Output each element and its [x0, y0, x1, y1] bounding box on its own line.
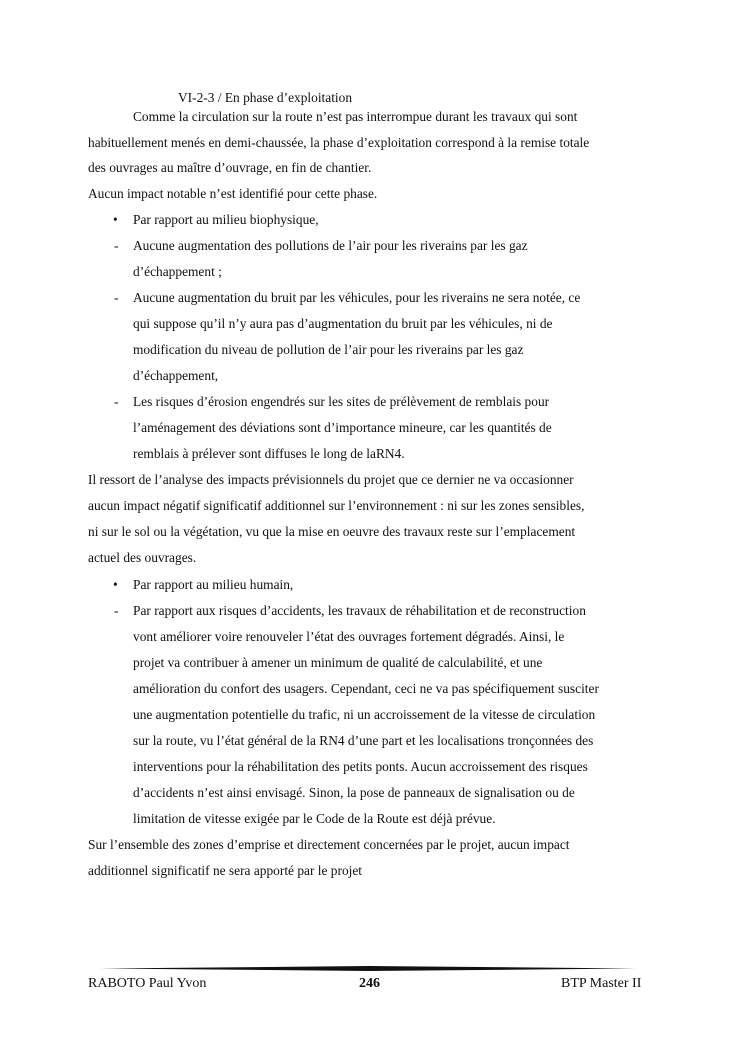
- list-item-line: d’échappement ;: [133, 264, 222, 279]
- bullet-heading-biophysique: Par rapport au milieu biophysique,: [133, 212, 319, 227]
- paragraph-line: actuel des ouvrages.: [88, 550, 197, 565]
- list-item-line: une augmentation potentielle du trafic, ni un accroissement de la vitesse de circulation: [133, 707, 596, 722]
- section-heading: VI-2-3 / En phase d’exploitation: [178, 90, 353, 105]
- list-item-line: amélioration du confort des usagers. Cependant, ceci ne va pas spécifiquement susciter: [133, 681, 599, 696]
- list-item-line: projet va contribuer à amener un minimum de qualité de calculabilité, et une: [133, 655, 543, 670]
- dash-icon: -: [114, 394, 119, 409]
- list-item-line: Les risques d’érosion engendrés sur les sites de prélèvement de remblais pour: [133, 394, 550, 409]
- list-item-line: l’aménagement des déviations sont d’importance mineure, car les quantités de: [133, 420, 552, 435]
- paragraph-line: aucun impact négatif significatif additionnel sur l’environnement : ni sur les zones sensibles,: [88, 498, 585, 513]
- paragraph-line: Comme la circulation sur la route n’est pas interrompue durant les travaux qui sont: [133, 109, 578, 124]
- paragraph-line: des ouvrages au maître d’ouvrage, en fin de chantier.: [88, 160, 372, 175]
- list-item-line: Aucune augmentation des pollutions de l’air pour les riverains par les gaz: [133, 238, 528, 253]
- dash-icon: -: [114, 238, 119, 253]
- list-item-line: modification du niveau de pollution de l’air pour les riverains par les gaz: [133, 342, 524, 357]
- list-item-line: qui suppose qu’il n’y aura pas d’augmentation du bruit par les véhicules, ni de: [133, 316, 553, 331]
- paragraph-line: ni sur le sol ou la végétation, vu que la mise en oeuvre des travaux reste sur l’emplacement: [88, 524, 576, 539]
- dash-icon: -: [114, 603, 119, 618]
- footer-program: BTP Master II: [561, 976, 642, 991]
- list-item-line: sur la route, vu l’état général de la RN4 d’une part et les localisations tronçonnées des: [133, 733, 594, 748]
- dash-icon: -: [114, 290, 119, 305]
- list-item-line: Par rapport aux risques d’accidents, les travaux de réhabilitation et de reconstruction: [133, 603, 586, 618]
- paragraph-line: Sur l’ensemble des zones d’emprise et directement concernées par le projet, aucun impact: [88, 837, 570, 852]
- bullet-icon: •: [113, 577, 118, 592]
- list-item-line: d’échappement,: [133, 368, 219, 383]
- list-item-line: limitation de vitesse exigée par le Code de la Route est déjà prévue.: [133, 811, 496, 826]
- footer-divider: [100, 966, 640, 971]
- footer-author: RABOTO Paul Yvon: [88, 976, 207, 991]
- list-item-line: d’accidents n’est ainsi envisagé. Sinon, la pose de panneaux de signalisation ou de: [133, 785, 575, 800]
- statement-text: Aucun impact notable n’est identifié pour cette phase.: [88, 186, 378, 201]
- bullet-icon: •: [113, 212, 118, 227]
- paragraph-line: habituellement menés en demi-chaussée, la phase d’exploitation correspond à la remise totale: [88, 135, 590, 150]
- footer-page-number: 246: [359, 976, 380, 991]
- paragraph-line: additionnel significatif ne sera apporté par le projet: [88, 863, 363, 878]
- bullet-heading-humain: Par rapport au milieu humain,: [133, 577, 294, 592]
- list-item-line: interventions pour la réhabilitation des petits ponts. Aucun accroissement des risques: [133, 759, 588, 774]
- list-item-line: vont améliorer voire renouveler l’état des ouvrages fortement dégradés. Ainsi, le: [133, 629, 565, 644]
- list-item-line: remblais à prélever sont diffuses le long de laRN4.: [133, 446, 405, 461]
- paragraph-line: Il ressort de l’analyse des impacts prévisionnels du projet que ce dernier ne va occasionner: [88, 472, 574, 487]
- list-item-line: Aucune augmentation du bruit par les véhicules, pour les riverains ne sera notée, ce: [133, 290, 581, 305]
